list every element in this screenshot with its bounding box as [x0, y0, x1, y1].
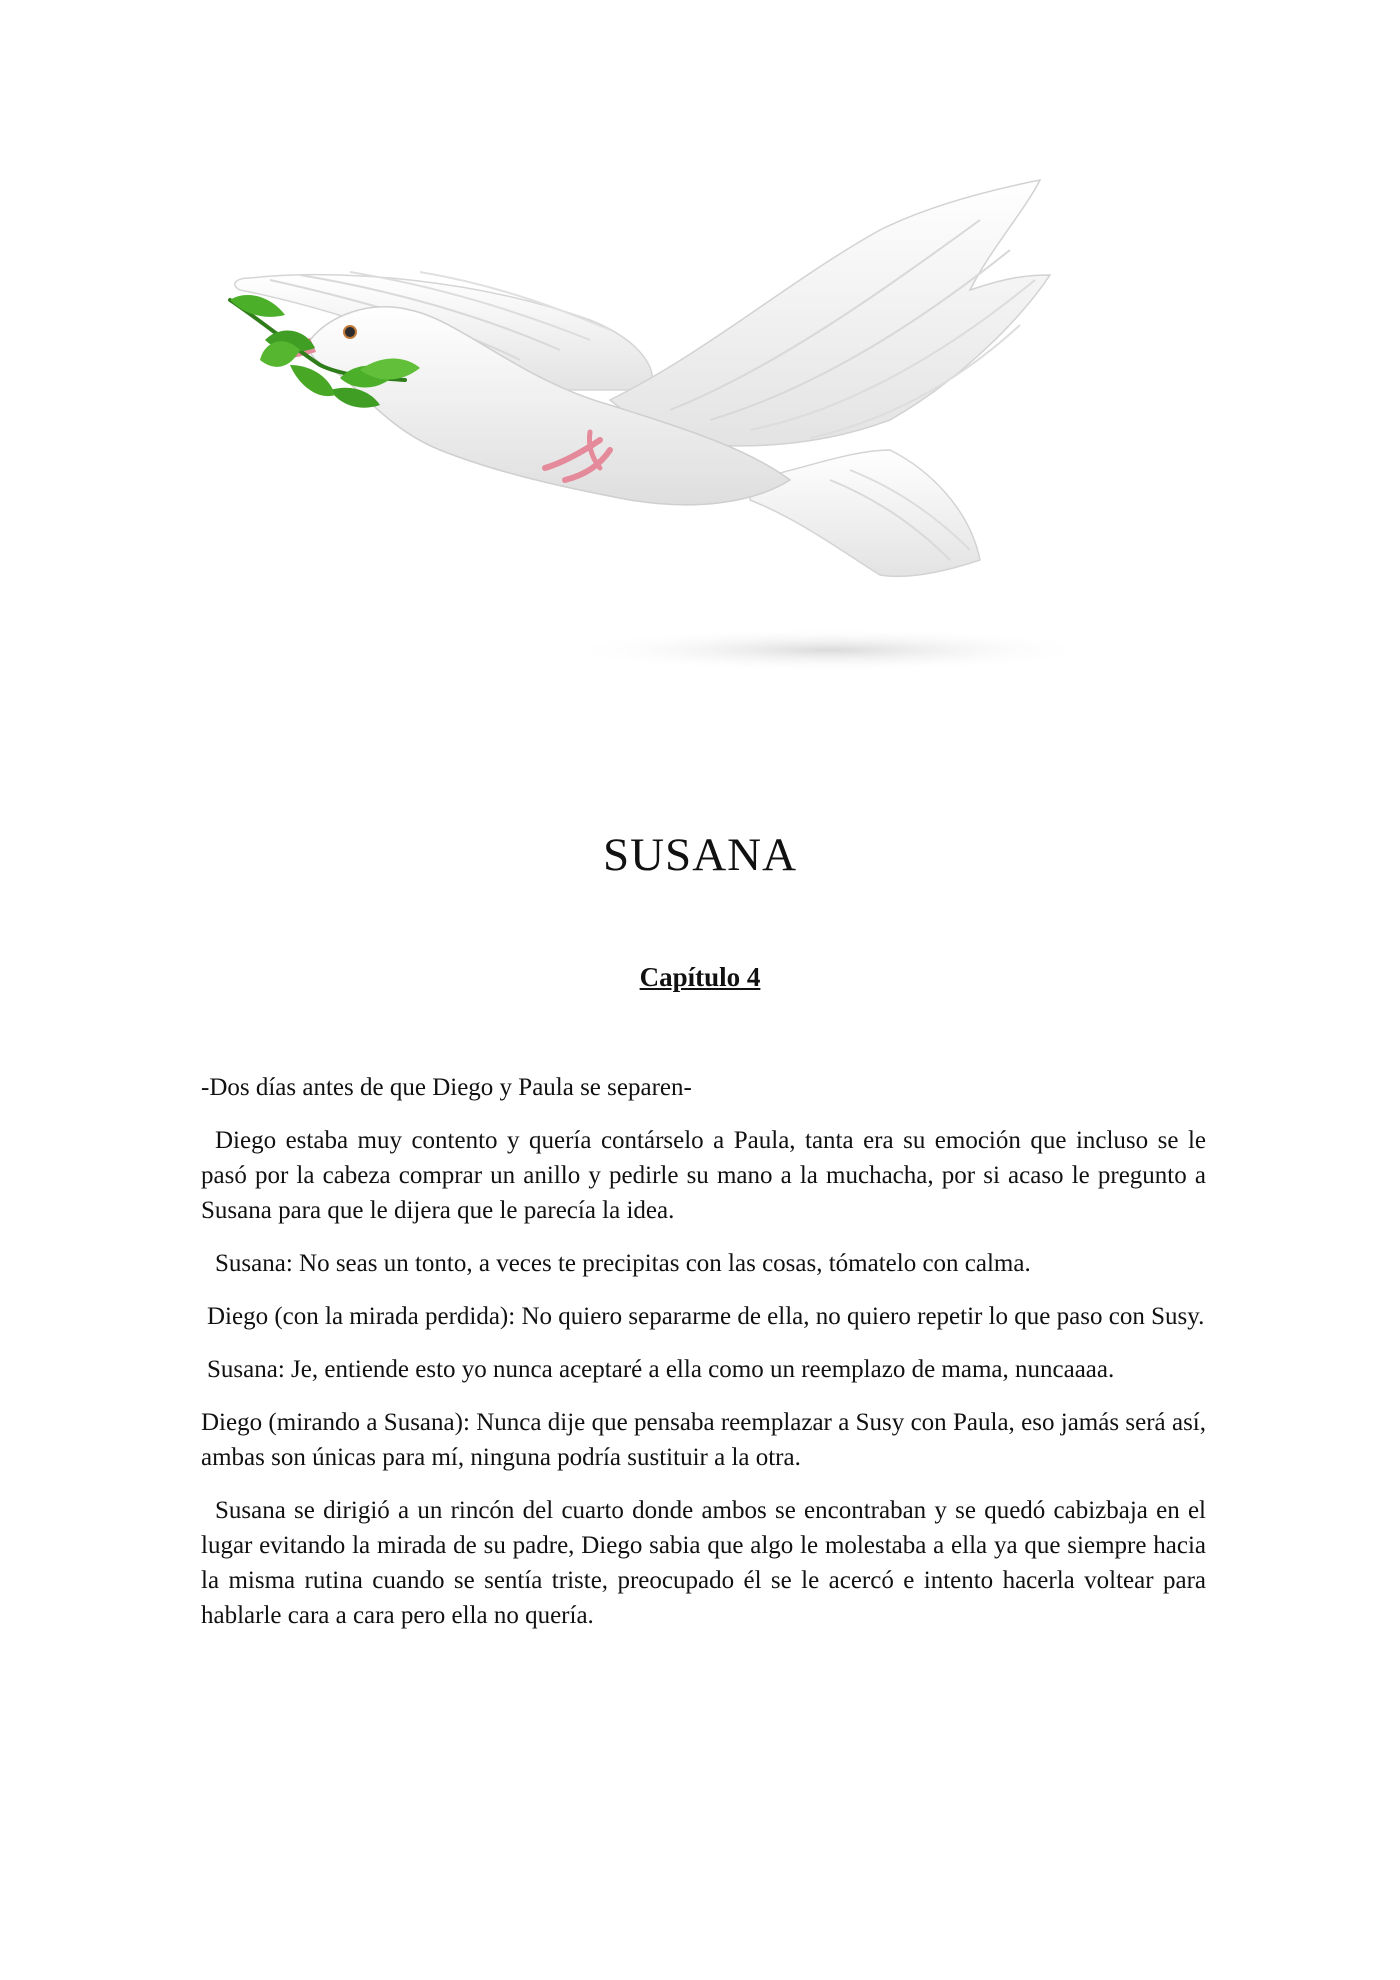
dove-right-wing	[610, 180, 1050, 446]
paragraph-intro: -Dos días antes de que Diego y Paula se separen-	[201, 1074, 692, 1101]
dove-eye	[344, 326, 356, 338]
dove-illustration	[190, 150, 1230, 710]
paragraph-dialogue: Diego (mirando a Susana): Nunca dije que pensaba reemplazar a Susy con Paula, eso jamás será así, ambas son únicas para mí, ninguna podría sustituir a la otra.	[201, 1409, 1206, 1471]
document-title: SUSANA	[602, 829, 798, 881]
chapter-heading: Capítulo 4	[639, 962, 761, 992]
dove-tail	[750, 450, 980, 576]
dove-shadow	[560, 628, 1100, 672]
paragraph: Diego estaba muy contento y quería contárselo a Paula, tanta era su emoción que incluso se le pasó por la cabeza comprar un anillo y pedirle su mano a la muchacha, por si acaso le pregunto a Susana para que le dijera que le parecía la idea.	[201, 1127, 1206, 1224]
paragraph: Susana se dirigió a un rincón del cuarto donde ambos se encontraban y se quedó cabizbaja en el lugar evitando la mirada de su padre, Diego sabia que algo le molestaba a ella ya que siempre hacia la misma rutina cuando se sentía triste, preocupado él se le acercó e intento hacerla voltear para hablarle cara a cara pero ella no quería.	[201, 1497, 1206, 1629]
paragraph-dialogue: Susana: No seas un tonto, a veces te precipitas con las cosas, tómatelo con calma.	[215, 1250, 1031, 1277]
paragraph-dialogue: Susana: Je, entiende esto yo nunca aceptaré a ella como un reemplazo de mama, nuncaaaa.	[207, 1356, 1115, 1383]
document-body	[201, 1070, 1206, 1651]
dove-with-olive-branch-image	[190, 150, 1230, 710]
paragraph-dialogue: Diego (con la mirada perdida): No quiero separarme de ella, no quiero repetir lo que paso con Susy.	[207, 1303, 1205, 1330]
